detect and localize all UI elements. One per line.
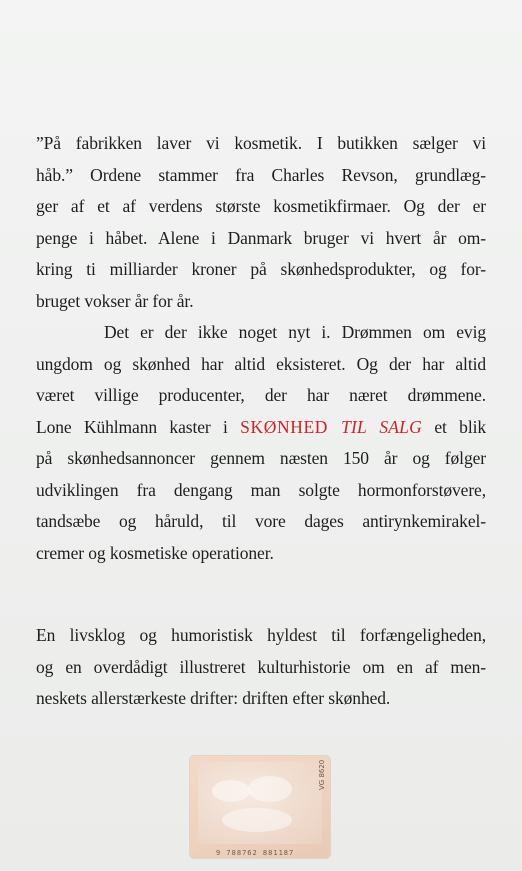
- price-sticker: [190, 756, 330, 858]
- text-line: og en overdådigt illustreret kulturhistorie om en af men-: [36, 656, 486, 677]
- text-line: Det er der ikke noget nyt i. Drømmen om evig: [104, 322, 486, 342]
- isbn-digits: 9 788762 881187: [216, 849, 295, 857]
- book-title-part-1: SKØNHED: [240, 416, 342, 437]
- text-line: ”På fabrikken laver vi kosmetik. I butikken sælger vi: [36, 133, 486, 153]
- blurb-paragraph-3: [36, 620, 486, 715]
- sticker-texture: [222, 808, 292, 832]
- author-sentence-start: Lone Kühlmann kaster i: [36, 416, 241, 437]
- text-line: tandsæbe og håruld, til vore dages antirynkemirakel-: [36, 511, 486, 531]
- text-line: En livsklog og humoristisk hyldest til forfængeligheden,: [36, 625, 486, 645]
- sticker-label: [198, 762, 322, 844]
- text-line: kring ti milliarder kroner på skønhedsprodukter, og for-: [36, 259, 486, 279]
- text-line: udviklingen fra dengang man solgte hormonforstøvere,: [36, 479, 486, 500]
- text-line: bruget vokser år for år.: [36, 290, 194, 311]
- blurb-paragraph-1: [36, 128, 486, 569]
- book-title: [240, 417, 422, 437]
- text-line: cremer og kosmetiske operationer.: [36, 542, 274, 563]
- text-line: på skønhedsannoncer gennem næsten 150 år og følger: [36, 448, 486, 468]
- sticker-texture: [248, 776, 292, 802]
- text-line: neskets allerstærkeste drifter: driften efter skønhed.: [36, 688, 391, 708]
- blurb-paragraph-2: [36, 317, 486, 569]
- text-line: ungdom og skønhed har altid eksisteret. Og der har altid: [36, 353, 486, 374]
- text-line-with-title: [36, 412, 486, 444]
- text-line: håb.” Ordene stammer fra Charles Revson, grundlæg-: [36, 164, 486, 185]
- author-sentence-end: et blik: [421, 416, 486, 437]
- text-line: ger af et af verdens største kosmetikfirmaer. Og der er: [36, 196, 486, 216]
- text-line: været villige producenter, der har næret drømmene.: [36, 385, 486, 405]
- sticker-texture: [212, 780, 250, 802]
- book-title-part-2: TIL SALG: [341, 416, 422, 437]
- sticker-code: VG 8620: [318, 759, 326, 790]
- text-line: penge i håbet. Alene i Danmark bruger vi hvert år om-: [36, 227, 486, 248]
